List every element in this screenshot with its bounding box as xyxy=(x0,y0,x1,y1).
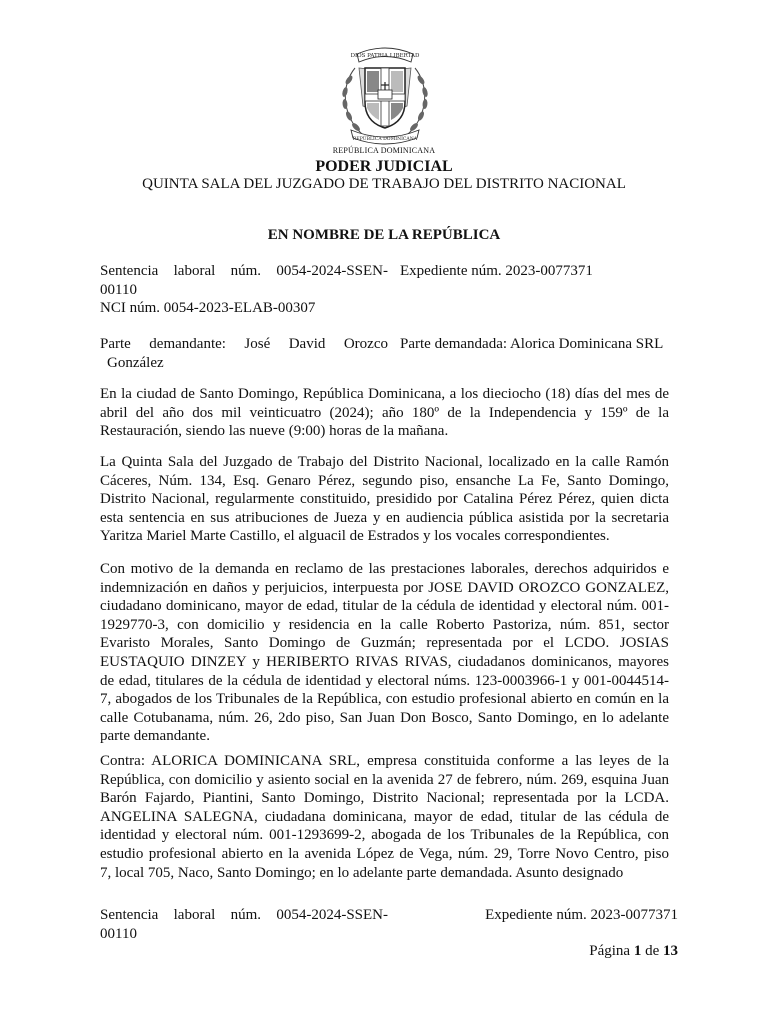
paragraph-line: 7, abogados de los Tribunales de la República, con estudio profesional abierto en común en la xyxy=(100,691,669,708)
parte-demandada: Parte demandada: Alorica Dominicana SRL xyxy=(400,336,664,352)
paragraph-line: abril del año dos mil veinticuatro (2024); año 180º de la Independencia y 159º de la xyxy=(100,404,669,421)
paragraph-line: La Quinta Sala del Juzgado de Trabajo del Distrito Nacional, localizado en la calle Ramón xyxy=(100,454,669,470)
paragraph-line: EUSTAQUIO DINZEY y HERIBERTO RIVAS RIVAS, ciudadanos dominicanos, mayores xyxy=(100,653,669,670)
court-name-heading: QUINTA SALA DEL JUZGADO DE TRABAJO DEL DISTRITO NACIONAL xyxy=(142,176,626,192)
paragraph-line: de edad, titulares de la cédula de identidad y electoral núms. 123-0003966-1 y 001-0044514- xyxy=(100,672,669,689)
coat-of-arms-seal xyxy=(333,40,437,150)
footer-sentencia-number: Sentencia laboral núm. 0054-2024-SSEN- xyxy=(100,907,388,923)
parte-demandante-cont: González xyxy=(107,354,164,371)
paragraph-line: ANGELINA SALEGNA, ciudadana dominicana, mayor de edad, titular de las cédula de xyxy=(100,808,669,825)
paragraph-line: parte demandante. xyxy=(100,728,210,745)
paragraph-line: ciudadano dominicano, mayor de edad, titular de la cédula de identidad y electoral núm. 001- xyxy=(100,598,669,615)
paragraph-line: Distrito Nacional, regularmente constituido, presidido por Catalina Pérez Pérez, quien dicta xyxy=(100,491,669,508)
svg-text:DIOS PATRIA LIBERTAD: DIOS PATRIA LIBERTAD xyxy=(350,53,420,59)
poder-judicial-heading: PODER JUDICIAL xyxy=(315,158,453,175)
paragraph-line: identidad y electoral núm. 001-1293699-2, abogada de los Tribunales de la República, con xyxy=(100,827,669,844)
sentencia-number: Sentencia laboral núm. 0054-2024-SSEN- xyxy=(100,263,388,279)
footer-sentencia-number-cont: 00110 xyxy=(100,925,137,942)
paragraph-line: Barón Fajardo, Piantini, Santo Domingo, Distrito Nacional; representada por la LCDA. xyxy=(100,790,669,807)
body-paragraph-court xyxy=(100,453,669,546)
sentencia-number-cont: 00110 xyxy=(100,281,137,298)
paragraph-line: Evaristo Morales, Santo Domingo de Guzmán; representada por el LCDO. JOSIAS xyxy=(100,635,669,652)
document-title: EN NOMBRE DE LA REPÚBLICA xyxy=(267,227,501,243)
paragraph-line: Contra: ALORICA DOMINICANA SRL, empresa constituida conforme a las leyes de la xyxy=(100,753,669,769)
footer-expediente-number: Expediente núm. 2023-0077371 xyxy=(485,907,678,923)
paragraph-line: estudio profesional abierto en la avenida López de Vega, núm. 29, Torre Novo Centro, piso xyxy=(100,845,669,862)
paragraph-line: calle Cotubanama, núm. 26, 2do piso, San Juan Don Bosco, Santo Domingo, en lo adelante xyxy=(100,709,669,726)
paragraph-line: indemnización en daños y perjuicios, interpuesta por JOSE DAVID OROZCO GONZALEZ, xyxy=(100,579,669,596)
paragraph-line: Restauración, siendo las nueve (9:00) horas de la mañana. xyxy=(100,423,449,440)
paragraph-line: esta sentencia en sus atribuciones de Jueza y en audiencia pública asistida por la secretaria xyxy=(100,509,669,526)
svg-text:REPÚBLICA DOMINICANA: REPÚBLICA DOMINICANA xyxy=(352,137,418,142)
body-paragraph-date xyxy=(100,385,669,441)
paragraph-line: Yaritza Mariel Marte Castillo, el alguacil de Estrados y los vocales correspondientes. xyxy=(100,528,610,545)
paragraph-line: En la ciudad de Santo Domingo, República Dominicana, a los dieciocho (18) días del mes de xyxy=(100,386,669,402)
body-paragraph-contra xyxy=(100,752,669,882)
republica-dominicana-caption: REPÚBLICA DOMINICANA xyxy=(332,146,436,155)
body-paragraph-demanda xyxy=(100,560,669,746)
nci-number: NCI núm. 0054-2023-ELAB-00307 xyxy=(100,300,316,316)
expediente-number: Expediente núm. 2023-0077371 xyxy=(400,263,593,279)
paragraph-line: República, con domicilio y asiento social en la avenida 27 de febrero, núm. 269, esquina Juan xyxy=(100,771,669,788)
paragraph-line: Con motivo de la demanda en reclamo de las prestaciones laborales, derechos adquiridos e xyxy=(100,561,669,577)
parte-demandante: Parte demandante: José David Orozco xyxy=(100,336,388,352)
paragraph-line: 7, local 705, Naco, Santo Domingo; en lo adelante parte demandada. Asunto designado xyxy=(100,864,624,881)
page-number: Página 1 de 13 xyxy=(589,943,678,959)
paragraph-line: Cáceres, Núm. 134, Esq. Genaro Pérez, segundo piso, ensanche La Fe, Santo Domingo, xyxy=(100,472,669,489)
paragraph-line: 1929770-3, con domicilio y residencia en la calle Roberto Pastoriza, núm. 851, sector xyxy=(100,616,669,633)
